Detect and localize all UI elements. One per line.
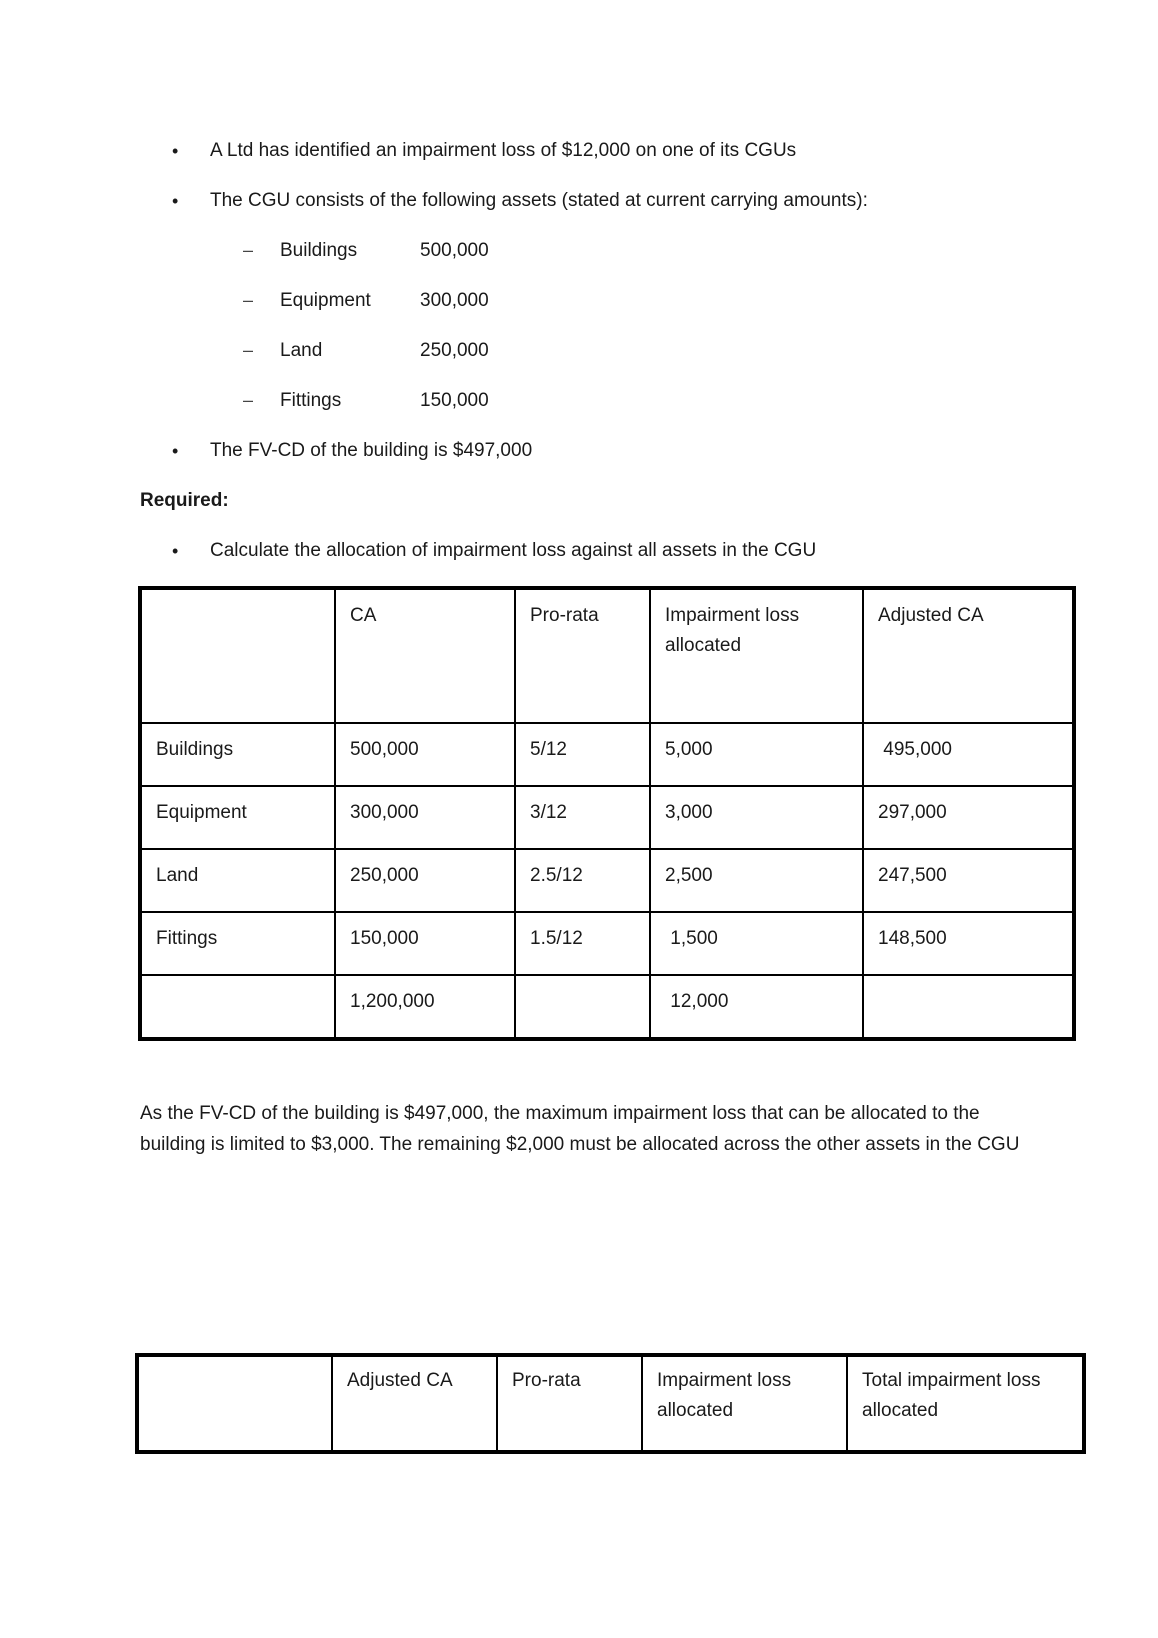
- header-cell-blank: [140, 588, 335, 723]
- table-cell: 495,000: [863, 723, 1074, 786]
- header-cell-impairment-loss: Impairment loss allocated: [642, 1355, 847, 1452]
- table-row: [140, 849, 1074, 912]
- table-total-row: [140, 975, 1074, 1039]
- required-heading: Required:: [140, 490, 229, 511]
- table-cell: 300,000: [335, 786, 515, 849]
- header-cell-pro-rata: Pro-rata: [497, 1355, 642, 1452]
- table-cell: 500,000: [335, 723, 515, 786]
- table-cell: 297,000: [863, 786, 1074, 849]
- table-cell: 3/12: [515, 786, 650, 849]
- asset-name: Fittings: [280, 390, 342, 411]
- asset-value: 250,000: [420, 340, 489, 361]
- table-cell: [140, 975, 335, 1039]
- header-cell-ca: CA: [335, 588, 515, 723]
- header-cell-blank: [137, 1355, 332, 1452]
- asset-value: 150,000: [420, 390, 489, 411]
- explanation-paragraph: As the FV-CD of the building is $497,000, the maximum impairment loss that can be allocated to the building is limited to $3,000. The remaining $2,000 must be allocated across the other assets in the CGU: [140, 1103, 1020, 1155]
- table-cell: 247,500: [863, 849, 1074, 912]
- dash-icon: –: [243, 240, 254, 260]
- bullet-icon: •: [172, 441, 179, 461]
- table-cell: 1,500: [650, 912, 863, 975]
- table-cell: 2,500: [650, 849, 863, 912]
- table-cell: Equipment: [140, 786, 335, 849]
- header-cell-impairment-loss: Impairment loss allocated: [650, 588, 863, 723]
- asset-name: Land: [280, 340, 323, 361]
- table-cell: 3,000: [650, 786, 863, 849]
- asset-name: Equipment: [280, 290, 371, 311]
- table-cell: Buildings: [140, 723, 335, 786]
- bullet-icon: •: [172, 191, 179, 211]
- table-row: [140, 786, 1074, 849]
- allocation-table: [138, 586, 1076, 1041]
- table-cell: 1.5/12: [515, 912, 650, 975]
- table-cell: [863, 975, 1074, 1039]
- table-cell: 5,000: [650, 723, 863, 786]
- intro-bullet-cgu-assets: The CGU consists of the following assets (stated at current carrying amounts):: [210, 190, 868, 211]
- table-cell: 150,000: [335, 912, 515, 975]
- fvcd-bullet: The FV-CD of the building is $497,000: [210, 440, 533, 461]
- asset-value: 500,000: [420, 240, 489, 261]
- table-cell: 250,000: [335, 849, 515, 912]
- asset-value: 300,000: [420, 290, 489, 311]
- required-bullet: Calculate the allocation of impairment loss against all assets in the CGU: [210, 540, 817, 561]
- table-cell: 5/12: [515, 723, 650, 786]
- reallocation-table: [135, 1353, 1086, 1454]
- table-cell-total-loss: 12,000: [650, 975, 863, 1039]
- table-cell: Fittings: [140, 912, 335, 975]
- header-cell-total-impairment-loss: Total impairment loss allocated: [847, 1355, 1084, 1452]
- asset-name: Buildings: [280, 240, 358, 261]
- table-cell: Land: [140, 849, 335, 912]
- dash-icon: –: [243, 390, 254, 410]
- table-cell-total-ca: 1,200,000: [335, 975, 515, 1039]
- table-cell: 2.5/12: [515, 849, 650, 912]
- table-cell: 148,500: [863, 912, 1074, 975]
- header-cell-adjusted-ca: Adjusted CA: [863, 588, 1074, 723]
- table-header-row: [137, 1355, 1084, 1452]
- table-row: [140, 723, 1074, 786]
- header-cell-pro-rata: Pro-rata: [515, 588, 650, 723]
- table-cell: [515, 975, 650, 1039]
- header-cell-adjusted-ca: Adjusted CA: [332, 1355, 497, 1452]
- intro-bullet-impairment: A Ltd has identified an impairment loss of $12,000 on one of its CGUs: [210, 140, 797, 161]
- bullet-icon: •: [172, 141, 179, 161]
- table-row: [140, 912, 1074, 975]
- bullet-icon: •: [172, 541, 179, 561]
- dash-icon: –: [243, 290, 254, 310]
- table-header-row: [140, 588, 1074, 723]
- dash-icon: –: [243, 340, 254, 360]
